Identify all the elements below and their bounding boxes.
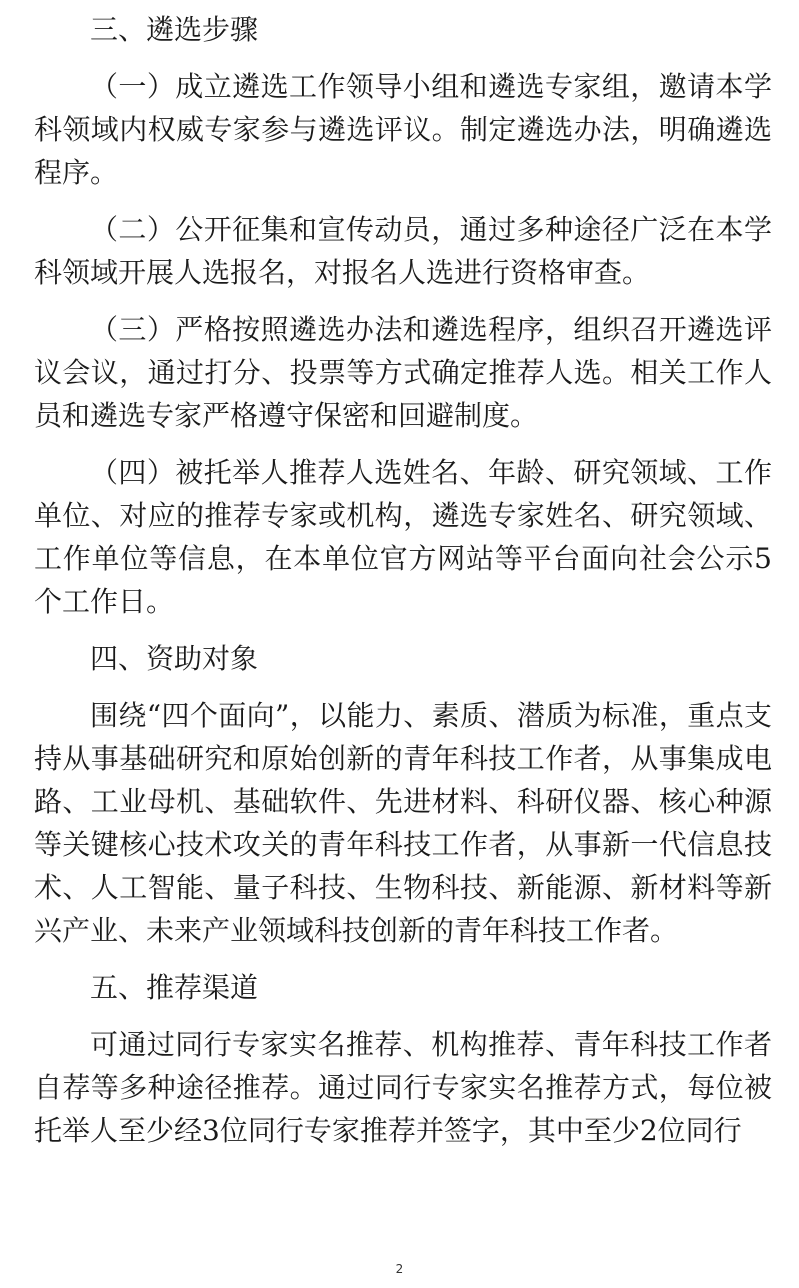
paragraph-3-2: （二）公开征集和宣传动员，通过多种途径广泛在本学科领域开展人选报名，对报名人选进行资格审查。 — [34, 213, 772, 289]
paragraph-4-1: 围绕“四个面向”，以能力、素质、潜质为标准，重点支持从事基础研究和原始创新的青年科技工作者，从事集成电路、工业母机、基础软件、先进材料、科研仪器、核心种源等关键核心技术攻关的青年科技工作者，从事新一代信息技术、人工智能、量子科技、生物科技、新能源、新材料等新兴产业、未来产业领域科技创新的青年科技工作者。 — [34, 699, 772, 947]
paragraph-5-1: 可通过同行专家实名推荐、机构推荐、青年科技工作者自荐等多种途径推荐。通过同行专家实名推荐方式，每位被托举人至少经3位同行专家推荐并签字，其中至少2位同行 — [34, 1028, 772, 1147]
paragraph-3-4: （四）被托举人推荐人选姓名、年龄、研究领域、工作单位、对应的推荐专家或机构，遴选专家姓名、研究领域、工作单位等信息，在本单位官方网站等平台面向社会公示5个工作日。 — [34, 456, 772, 618]
section-heading-3: 三、遴选步骤 — [90, 13, 259, 46]
paragraph-3-3: （三）严格按照遴选办法和遴选程序，组织召开遴选评议会议，通过打分、投票等方式确定推荐人选。相关工作人员和遴选专家严格遵守保密和回避制度。 — [34, 313, 772, 432]
paragraph-3-1: （一）成立遴选工作领导小组和遴选专家组，邀请本学科领域内权威专家参与遴选评议。制定遴选办法，明确遴选程序。 — [34, 70, 772, 189]
document-body — [34, 8, 772, 1152]
section-heading-4: 四、资助对象 — [90, 642, 259, 675]
section-heading-5: 五、推荐渠道 — [90, 971, 259, 1004]
page-number: 2 — [395, 1262, 404, 1276]
